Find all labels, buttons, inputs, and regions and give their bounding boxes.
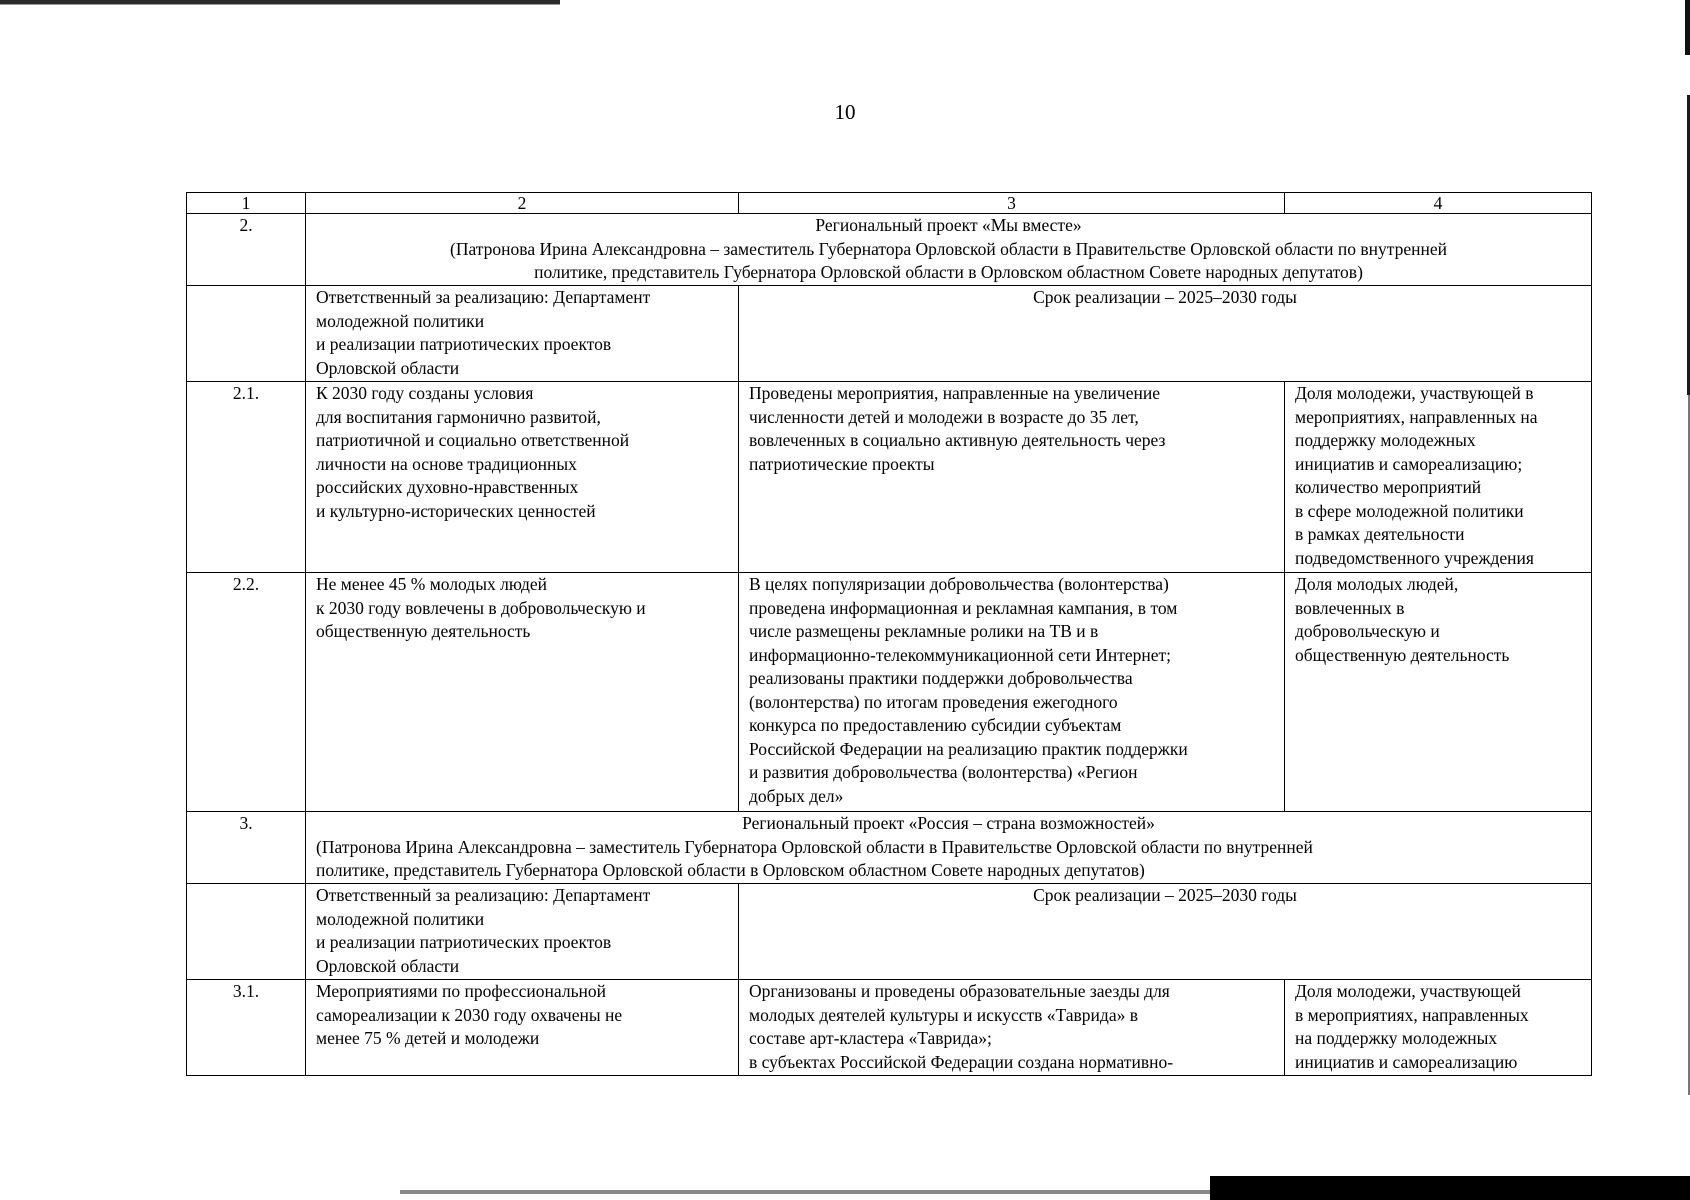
goal-line: общественную деятельность (316, 621, 531, 641)
result-line: составе арт-кластера «Таврида»; (749, 1028, 992, 1048)
section-2-title: Региональный проект «Мы вместе» (815, 215, 1082, 235)
section-2-empty-cell (187, 286, 306, 382)
indicator-line: подведомственного учреждения (1295, 547, 1534, 568)
responsible-line: и реализации патриотических проектов (316, 932, 612, 952)
table-header-row (187, 193, 1592, 214)
indicator-line: Доля молодых людей, (1295, 574, 1459, 594)
row-2-1-goal (306, 382, 739, 573)
row-2-2-indicator (1285, 573, 1592, 812)
section-2-curator-line-2: политике, представитель Губернатора Орловской области в Орловском областном Совете народных депутатов) (534, 262, 1363, 282)
section-3-number: 3. (187, 812, 306, 884)
section-3-term: Срок реализации – 2025–2030 годы (739, 884, 1592, 980)
goal-line: К 2030 году созданы условия (316, 383, 534, 403)
row-3-1-number: 3.1. (187, 980, 306, 1076)
plan-table (186, 192, 1592, 1076)
indicator-line: количество мероприятий (1295, 477, 1482, 497)
header-cell-4: 4 (1285, 193, 1592, 214)
result-line: конкурса по предоставлению субсидии субъектам (749, 715, 1122, 735)
result-line: проведена информационная и рекламная кампания, в том (749, 597, 1178, 618)
responsible-line: Ответственный за реализацию: Департамент (316, 287, 651, 307)
responsible-line: Орловской области (316, 357, 460, 378)
goal-line: Не менее 45 % молодых людей (316, 574, 548, 594)
goal-line: менее 75 % детей и молодежи (316, 1028, 540, 1048)
section-3-title: Региональный проект «Россия – страна возможностей» (742, 813, 1155, 833)
row-2-2-goal (306, 573, 739, 812)
row-3-1-indicator (1285, 980, 1592, 1076)
section-2-title-row (187, 214, 1592, 286)
indicator-line: на поддержку молодежных (1295, 1028, 1498, 1048)
row-2-1-number: 2.1. (187, 382, 306, 573)
indicator-line: добровольческую и (1295, 621, 1440, 641)
section-2-curator-line-1: (Патронова Ирина Александровна – заместитель Губернатора Орловской области в Правительстве Орловской области по внутренней (450, 238, 1447, 259)
goal-line: российских духовно-нравственных (316, 477, 579, 497)
indicator-line: поддержку молодежных (1295, 430, 1476, 450)
indicator-line: в сфере молодежной политики (1295, 500, 1524, 521)
section-2-responsible-cell (306, 286, 739, 382)
row-3-1-goal (306, 980, 739, 1076)
goal-line: для воспитания гармонично развитой, (316, 406, 601, 427)
row-2-1-result (739, 382, 1285, 573)
page-number: 10 (834, 100, 856, 124)
indicator-line: Доля молодежи, участвующей в (1295, 383, 1534, 403)
row-3-1-result (739, 980, 1285, 1076)
section-3-title-row (187, 812, 1592, 884)
responsible-line: молодежной политики (316, 310, 485, 331)
section-2-responsible-row (187, 286, 1592, 382)
goal-line: и культурно-исторических ценностей (316, 500, 596, 521)
row-2-2-number: 2.2. (187, 573, 306, 812)
scan-edge-top-shadow (0, 4, 560, 5)
responsible-line: Ответственный за реализацию: Департамент (316, 885, 651, 905)
scan-edge-right-top (1685, 0, 1690, 55)
section-2-term: Срок реализации – 2025–2030 годы (739, 286, 1592, 382)
section-2-title-cell (306, 214, 1592, 286)
goal-line: самореализации к 2030 году охвачены не (316, 1004, 623, 1025)
section-3-curator-line-1: (Патронова Ирина Александровна – заместитель Губернатора Орловской области в Правительстве Орловской области по внутренней (316, 836, 1313, 857)
responsible-line: молодежной политики (316, 908, 485, 929)
indicator-line: в рамках деятельности (1295, 524, 1465, 544)
indicator-line: общественную деятельность (1295, 644, 1510, 665)
responsible-line: и реализации патриотических проектов (316, 334, 612, 354)
result-line: вовлеченных в социально активную деятельность через (749, 430, 1166, 450)
result-line: патриотические проекты (749, 453, 935, 474)
indicator-line: вовлеченных в (1295, 597, 1405, 618)
row-2-2-result (739, 573, 1285, 812)
scan-edge-bottom (400, 1190, 1210, 1194)
indicator-line: инициатив и самореализацию (1295, 1051, 1518, 1072)
section-3-responsible-cell (306, 884, 739, 980)
section-3-empty-cell (187, 884, 306, 980)
result-line: В целях популяризации добровольчества (волонтерства) (749, 574, 1169, 594)
result-line: Российской Федерации на реализацию практик поддержки (749, 738, 1188, 759)
responsible-line: Орловской области (316, 955, 460, 976)
header-cell-3: 3 (739, 193, 1285, 214)
result-line: Проведены мероприятия, направленные на увеличение (749, 383, 1160, 403)
header-cell-1: 1 (187, 193, 306, 214)
result-line: и развития добровольчества (волонтерства) «Регион (749, 762, 1138, 782)
indicator-line: мероприятиях, направленных на (1295, 406, 1538, 427)
table-row-2-2 (187, 573, 1592, 812)
table-row-2-1 (187, 382, 1592, 573)
table-row-3-1 (187, 980, 1592, 1076)
goal-line: личности на основе традиционных (316, 453, 577, 474)
indicator-line: Доля молодежи, участвующей (1295, 981, 1521, 1001)
result-line: численности детей и молодежи в возрасте до 35 лет, (749, 406, 1139, 427)
indicator-line: инициатив и самореализацию; (1295, 453, 1523, 474)
goal-line: к 2030 году вовлечены в добровольческую и (316, 597, 646, 618)
goal-line: патриотичной и социально ответственной (316, 430, 630, 450)
section-3-curator-line-2: политике, представитель Губернатора Орловской области в Орловском областном Совете народных депутатов) (316, 860, 1145, 880)
indicator-line: в мероприятиях, направленных (1295, 1004, 1529, 1025)
header-cell-2: 2 (306, 193, 739, 214)
result-line: реализованы практики поддержки добровольчества (749, 668, 1133, 688)
section-3-title-cell (306, 812, 1592, 884)
result-line: (волонтерства) по итогам проведения ежегодного (749, 691, 1118, 712)
goal-line: Мероприятиями по профессиональной (316, 981, 607, 1001)
result-line: числе размещены рекламные ролики на ТВ и в (749, 621, 1099, 641)
result-line: в субъектах Российской Федерации создана нормативно- (749, 1051, 1174, 1072)
result-line: добрых дел» (749, 785, 844, 806)
result-line: Организованы и проведены образовательные заезды для (749, 981, 1170, 1001)
section-3-responsible-row (187, 884, 1592, 980)
result-line: молодых деятелей культуры и искусств «Таврида» в (749, 1004, 1138, 1025)
scan-edge-bottom-right (1210, 1176, 1690, 1200)
result-line: информационно-телекоммуникационной сети Интернет; (749, 644, 1172, 665)
row-2-1-indicator (1285, 382, 1592, 573)
section-2-number: 2. (187, 214, 306, 286)
